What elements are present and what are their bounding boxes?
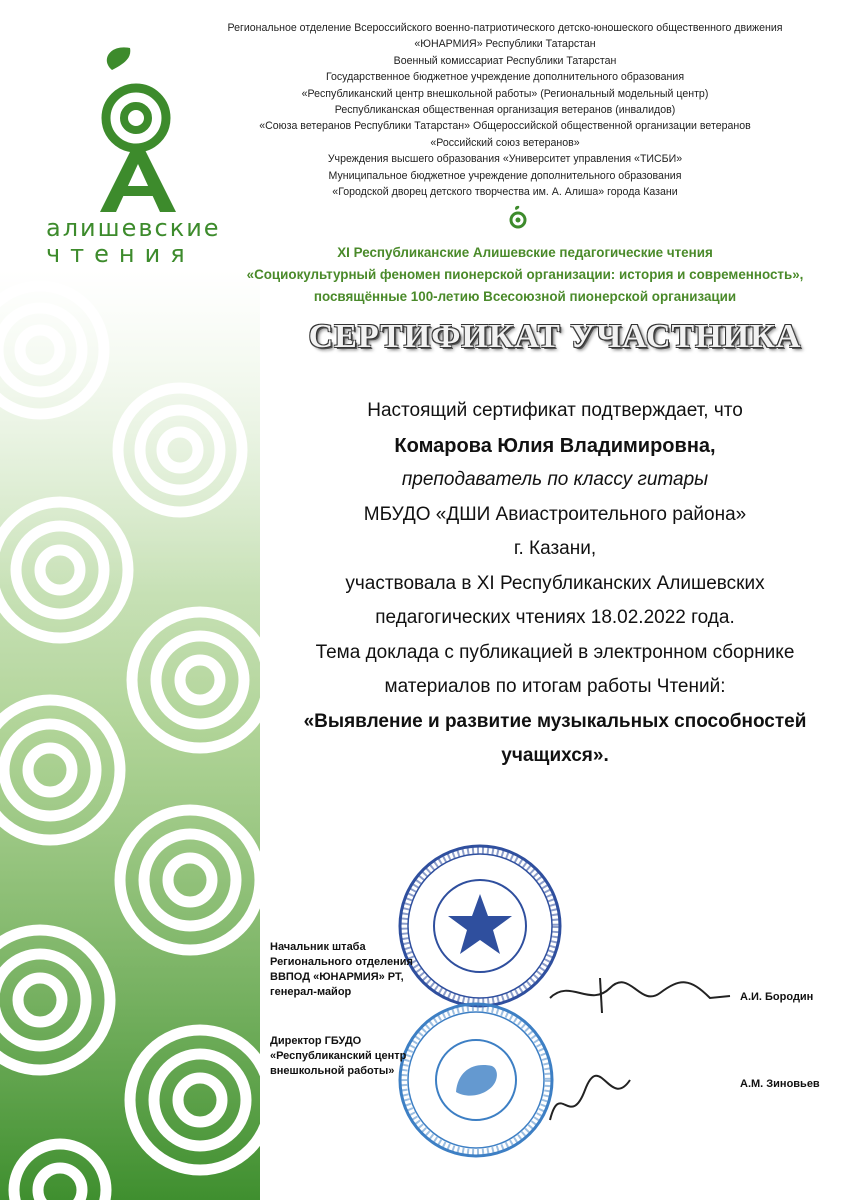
participation-line-1: участвовала в XI Республиканских Алишевских xyxy=(345,572,765,594)
organizer-line: «Российский союз ветеранов» xyxy=(430,136,580,149)
role-line: «Республиканский центр xyxy=(270,1050,407,1062)
signatory-2-name: А.М. Зиновьев xyxy=(740,1078,820,1090)
organizer-line: «Городской дворец детского творчества им. А. Алиша» города Казани xyxy=(332,186,678,199)
organizer-line: «ЮНАРМИЯ» Республики Татарстан xyxy=(414,38,596,51)
certificate-title: СЕРТИФИКАТ УЧАСТНИКА xyxy=(308,318,802,355)
logo-title-line2: чтения xyxy=(46,240,195,268)
role-line: Регионального отделения xyxy=(270,956,413,968)
organizer-line: Учреждения высшего образования «Университет управления «ТИСБИ» xyxy=(327,153,683,166)
organizers-list xyxy=(180,20,830,200)
yunarmiya-stamp-icon xyxy=(396,842,564,1010)
topic-intro-line-2: материалов по итогам работы Чтений: xyxy=(384,676,726,697)
organizer-line: «Республиканский центр внешкольной работы» (Региональный модельный центр) xyxy=(301,87,709,100)
role-line: генерал-майор xyxy=(270,986,352,998)
participant-institution: МБУДО «ДШИ Авиастроительного района» xyxy=(363,503,747,525)
topic-intro-line-1: Тема доклада с публикацией в электронном сборнике xyxy=(315,641,795,663)
participant-city: г. Казани, xyxy=(513,538,597,559)
signatory-1-role xyxy=(270,940,413,1000)
organizer-line: Республиканская общественная организация ветеранов (инвалидов) xyxy=(334,104,676,117)
role-line: Начальник штаба xyxy=(270,941,366,953)
event-line-1: XI Республиканские Алишевские педагогические чтения xyxy=(337,245,713,260)
participant-position: преподаватель по классу гитары xyxy=(401,469,709,490)
signatory-1-name: А.И. Бородин xyxy=(740,991,814,1003)
role-line: ВВПОД «ЮНАРМИЯ» РТ, xyxy=(270,971,404,983)
topic-line-2: учащихся». xyxy=(501,745,609,766)
organizer-line: «Союза ветеранов Республики Татарстан» Общероссийской общественной организации ветеранов xyxy=(259,120,751,133)
organizer-line: Региональное отделение Всероссийского военно-патриотического детско-юношеского общественного движения xyxy=(227,22,783,34)
organizer-line: Муниципальное бюджетное учреждение дополнительного образования xyxy=(328,169,682,182)
small-apple-icon xyxy=(508,205,528,229)
organizer-line: Военный комиссариат Республики Татарстан xyxy=(393,54,617,67)
topic-line-1: «Выявление и развитие музыкальных способностей xyxy=(303,710,807,732)
event-line-3: посвящённые 100-летию Всесоюзной пионерской организации xyxy=(313,289,737,304)
logo-title-line1: алишевские xyxy=(46,214,221,242)
signature-borodin-icon xyxy=(540,968,740,1018)
rcvr-stamp-icon xyxy=(396,1000,556,1160)
organizer-line: Государственное бюджетное учреждение дополнительного образования xyxy=(325,71,685,84)
participant-name: Комарова Юлия Владимировна, xyxy=(394,434,716,457)
participation-line-2: педагогических чтениях 18.02.2022 года. xyxy=(375,607,735,628)
signature-zinoviev-icon xyxy=(540,1060,640,1140)
intro-text: Настоящий сертификат подтверждает, что xyxy=(367,400,743,421)
certificate-body xyxy=(260,394,848,774)
event-title xyxy=(180,242,848,308)
role-line: Директор ГБУДО xyxy=(270,1035,362,1047)
signatory-2-role xyxy=(270,1034,406,1079)
role-line: внешкольной работы» xyxy=(270,1065,395,1077)
decorative-swirl-background xyxy=(0,270,260,1200)
event-line-2: «Социокультурный феномен пионерской организации: история и современность», xyxy=(246,267,804,282)
